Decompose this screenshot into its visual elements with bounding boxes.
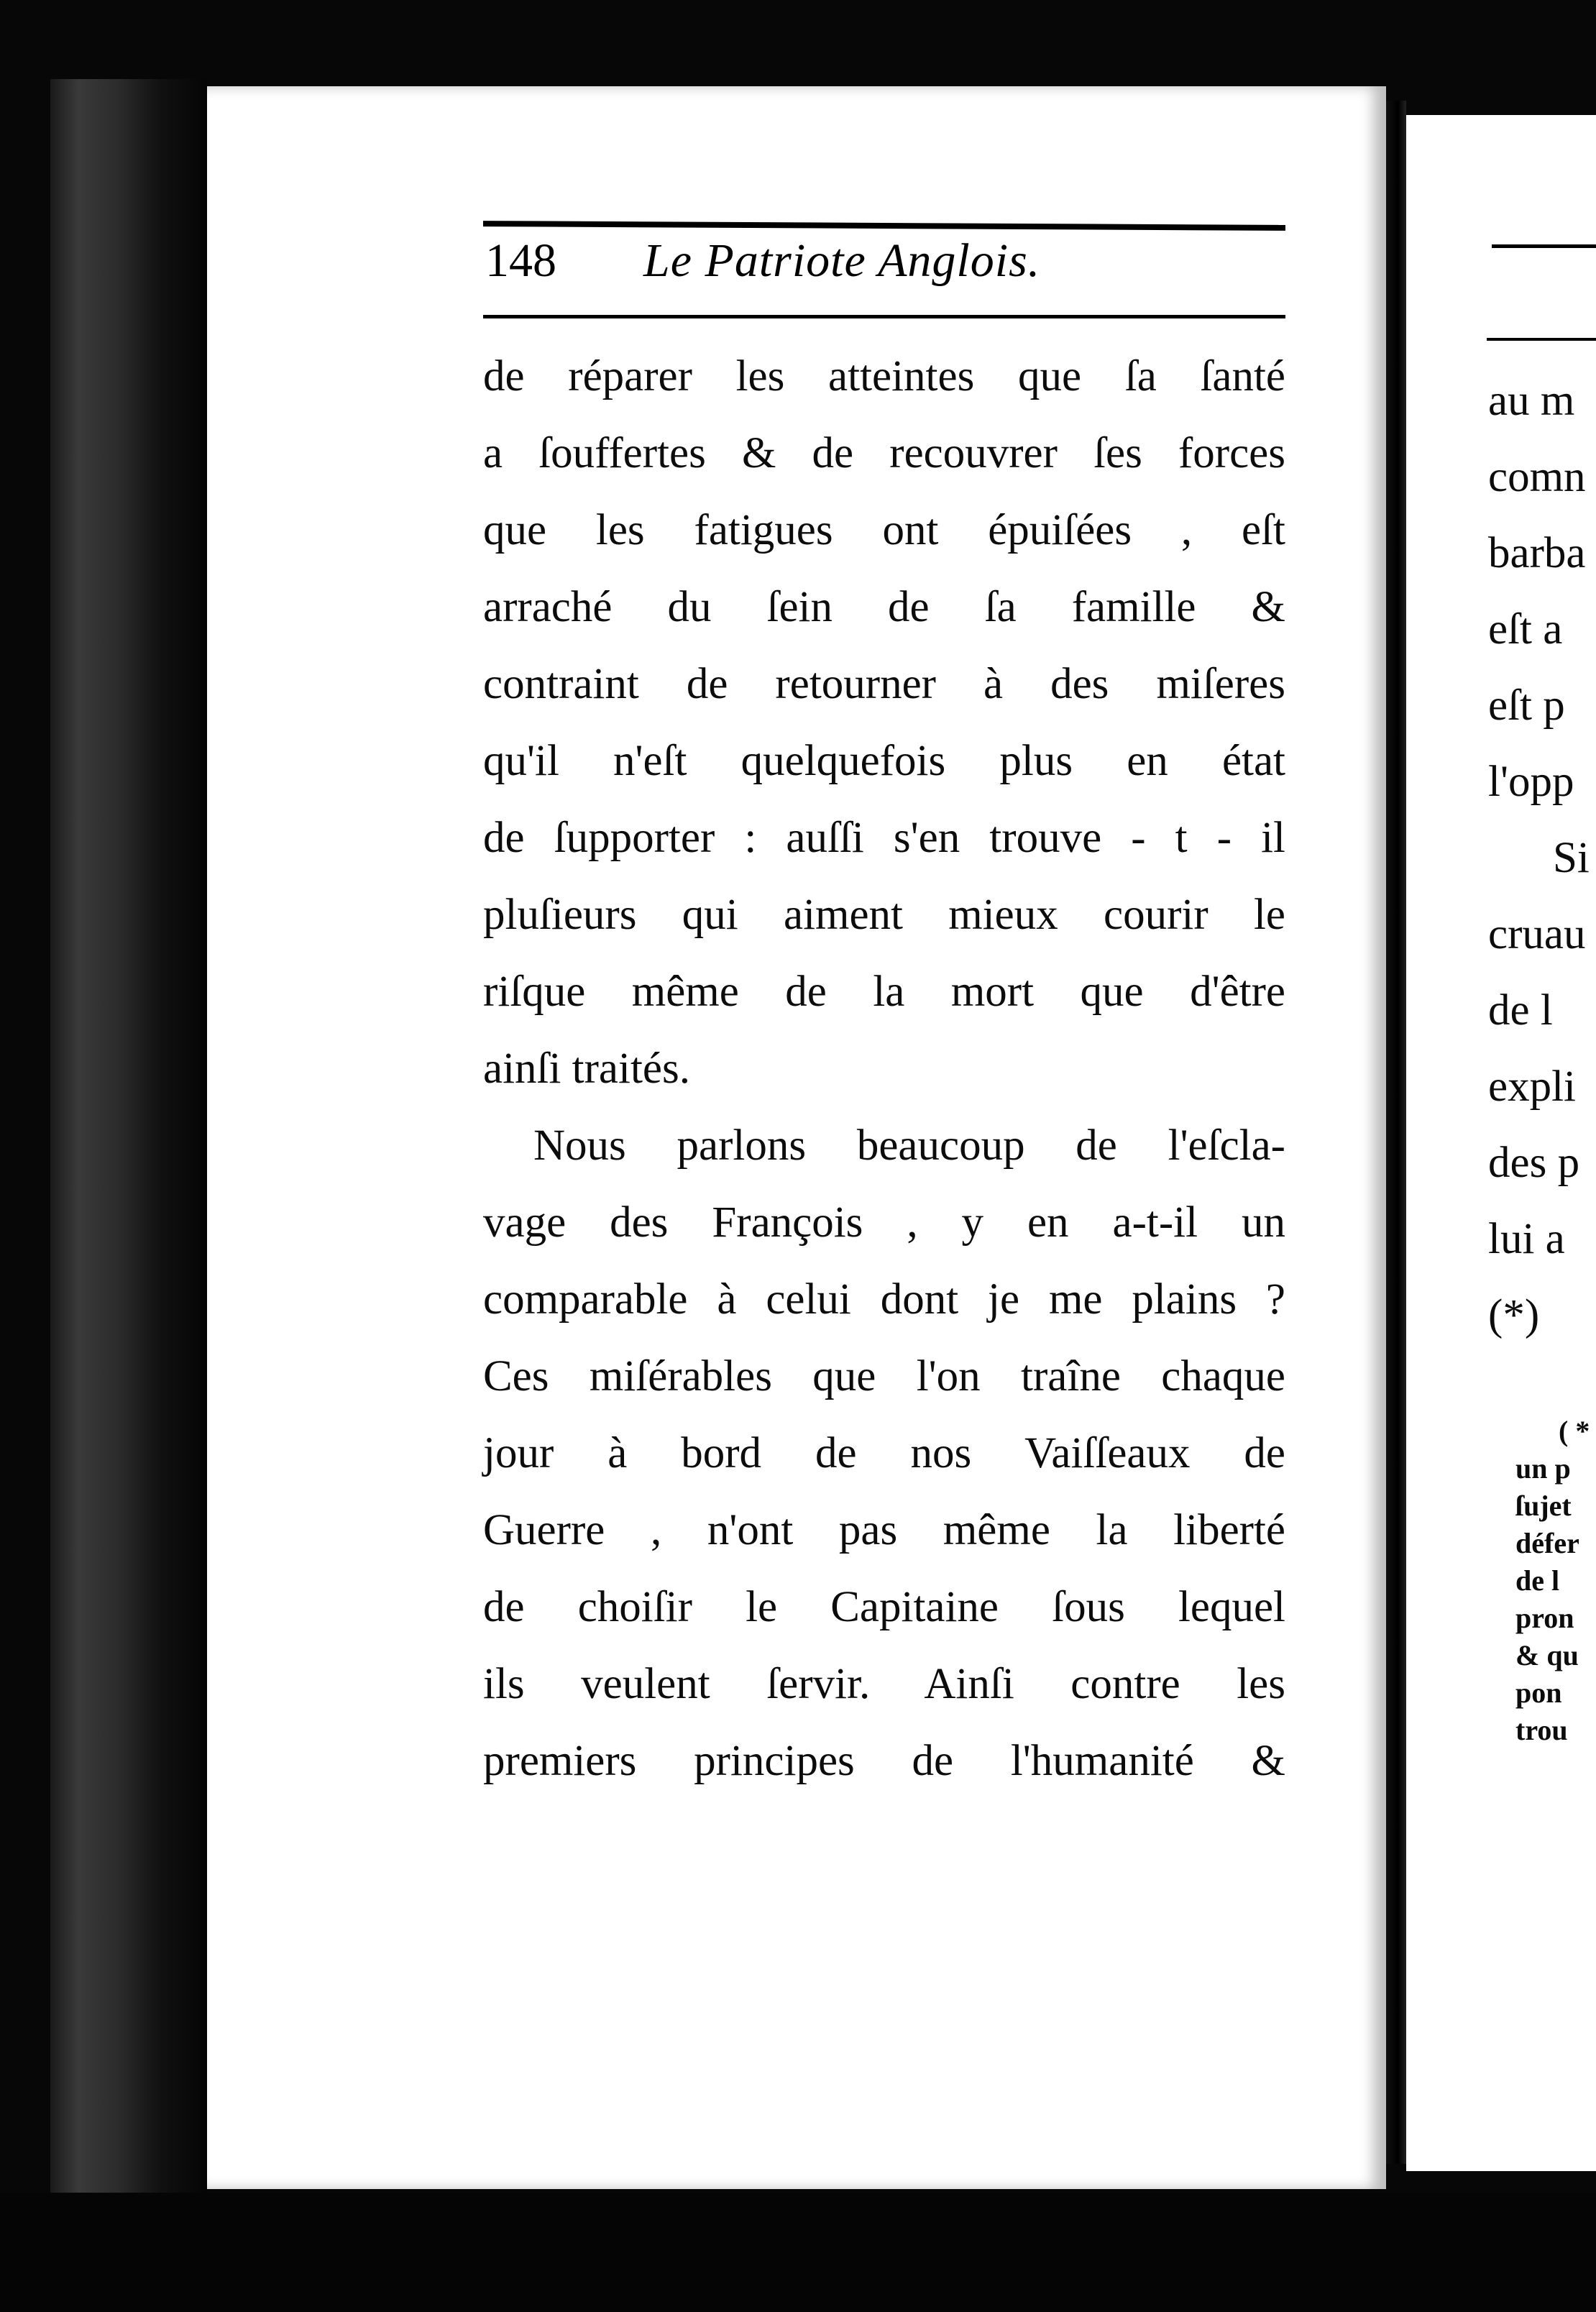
text-line: eſt p	[1488, 682, 1565, 730]
text-line: cruau	[1488, 910, 1586, 958]
text-line: vage des François , y en a-t-il un	[483, 1198, 1285, 1247]
footnote-line: un p	[1515, 1452, 1571, 1485]
text-line: eſt a	[1488, 605, 1563, 653]
footnote-line: & qu	[1515, 1639, 1579, 1671]
text-line: qu'il n'eſt quelquefois plus en état	[483, 737, 1285, 785]
right-header-bottom-rule	[1487, 338, 1596, 341]
footnote-line: pon	[1515, 1676, 1562, 1709]
text-line: riſque même de la mort que d'être	[483, 968, 1285, 1016]
text-line: barba	[1488, 529, 1586, 577]
footnote-line: ( *	[1559, 1415, 1590, 1447]
right-header-rule	[1492, 244, 1596, 248]
right-page-text	[1488, 363, 1596, 1354]
text-line: Ces miſérables que l'on traîne chaque	[483, 1352, 1285, 1400]
text-line: a ſouffertes & de recouvrer ſes forces	[483, 429, 1285, 477]
text-line: contraint de retourner à des miſeres	[483, 660, 1285, 708]
footnote-line: de l	[1515, 1564, 1560, 1597]
text-line: ainſi traités.	[483, 1045, 690, 1093]
footnote-line: pron	[1515, 1602, 1574, 1634]
book-spine	[50, 79, 207, 2193]
text-line: Nous parlons beaucoup de l'eſcla-	[533, 1121, 1285, 1170]
text-line: de l	[1488, 986, 1553, 1035]
text-line: de ſupporter : auſſi s'en trouve - t - il	[483, 814, 1285, 862]
footnote-line: trou	[1515, 1714, 1568, 1746]
text-line: l'opp	[1488, 758, 1574, 806]
text-line: de choiſir le Capitaine ſous lequel	[483, 1583, 1285, 1631]
footnote-line: ſujet	[1515, 1490, 1572, 1522]
header-bottom-rule	[483, 315, 1285, 318]
text-line: pluſieurs qui aiment mieux courir le	[483, 891, 1285, 939]
text-line: de réparer les atteintes que ſa ſanté	[483, 352, 1285, 400]
body-text	[483, 338, 1285, 1799]
text-line: ils veulent ſervir. Ainſi contre les	[483, 1660, 1285, 1708]
text-line: jour à bord de nos Vaiſſeaux de	[483, 1429, 1285, 1477]
right-page-footnote	[1515, 1413, 1596, 1749]
text-line: Si	[1553, 834, 1590, 882]
text-line: comn	[1488, 453, 1586, 501]
text-line: lui a	[1488, 1215, 1565, 1263]
footnote-line: défer	[1515, 1527, 1579, 1559]
text-line: au m	[1488, 377, 1575, 425]
text-line: Guerre , n'ont pas même la liberté	[483, 1506, 1285, 1554]
text-line: des p	[1488, 1139, 1580, 1187]
text-line: expli	[1488, 1063, 1576, 1111]
page-number: 148	[485, 234, 556, 287]
bottom-edge	[0, 2193, 1596, 2312]
text-line: que les fatigues ont épuiſées , eſt	[483, 506, 1285, 554]
footnote-marker: (*)	[1488, 1291, 1540, 1339]
text-line: premiers principes de l'humanité &	[483, 1737, 1285, 1785]
text-line: arraché du ſein de ſa famille &	[483, 583, 1285, 631]
text-line: comparable à celui dont je me plains ?	[483, 1275, 1285, 1324]
page-gutter	[1386, 101, 1406, 2164]
running-head	[485, 234, 1283, 298]
running-title: Le Patriote Anglois.	[643, 234, 1041, 287]
